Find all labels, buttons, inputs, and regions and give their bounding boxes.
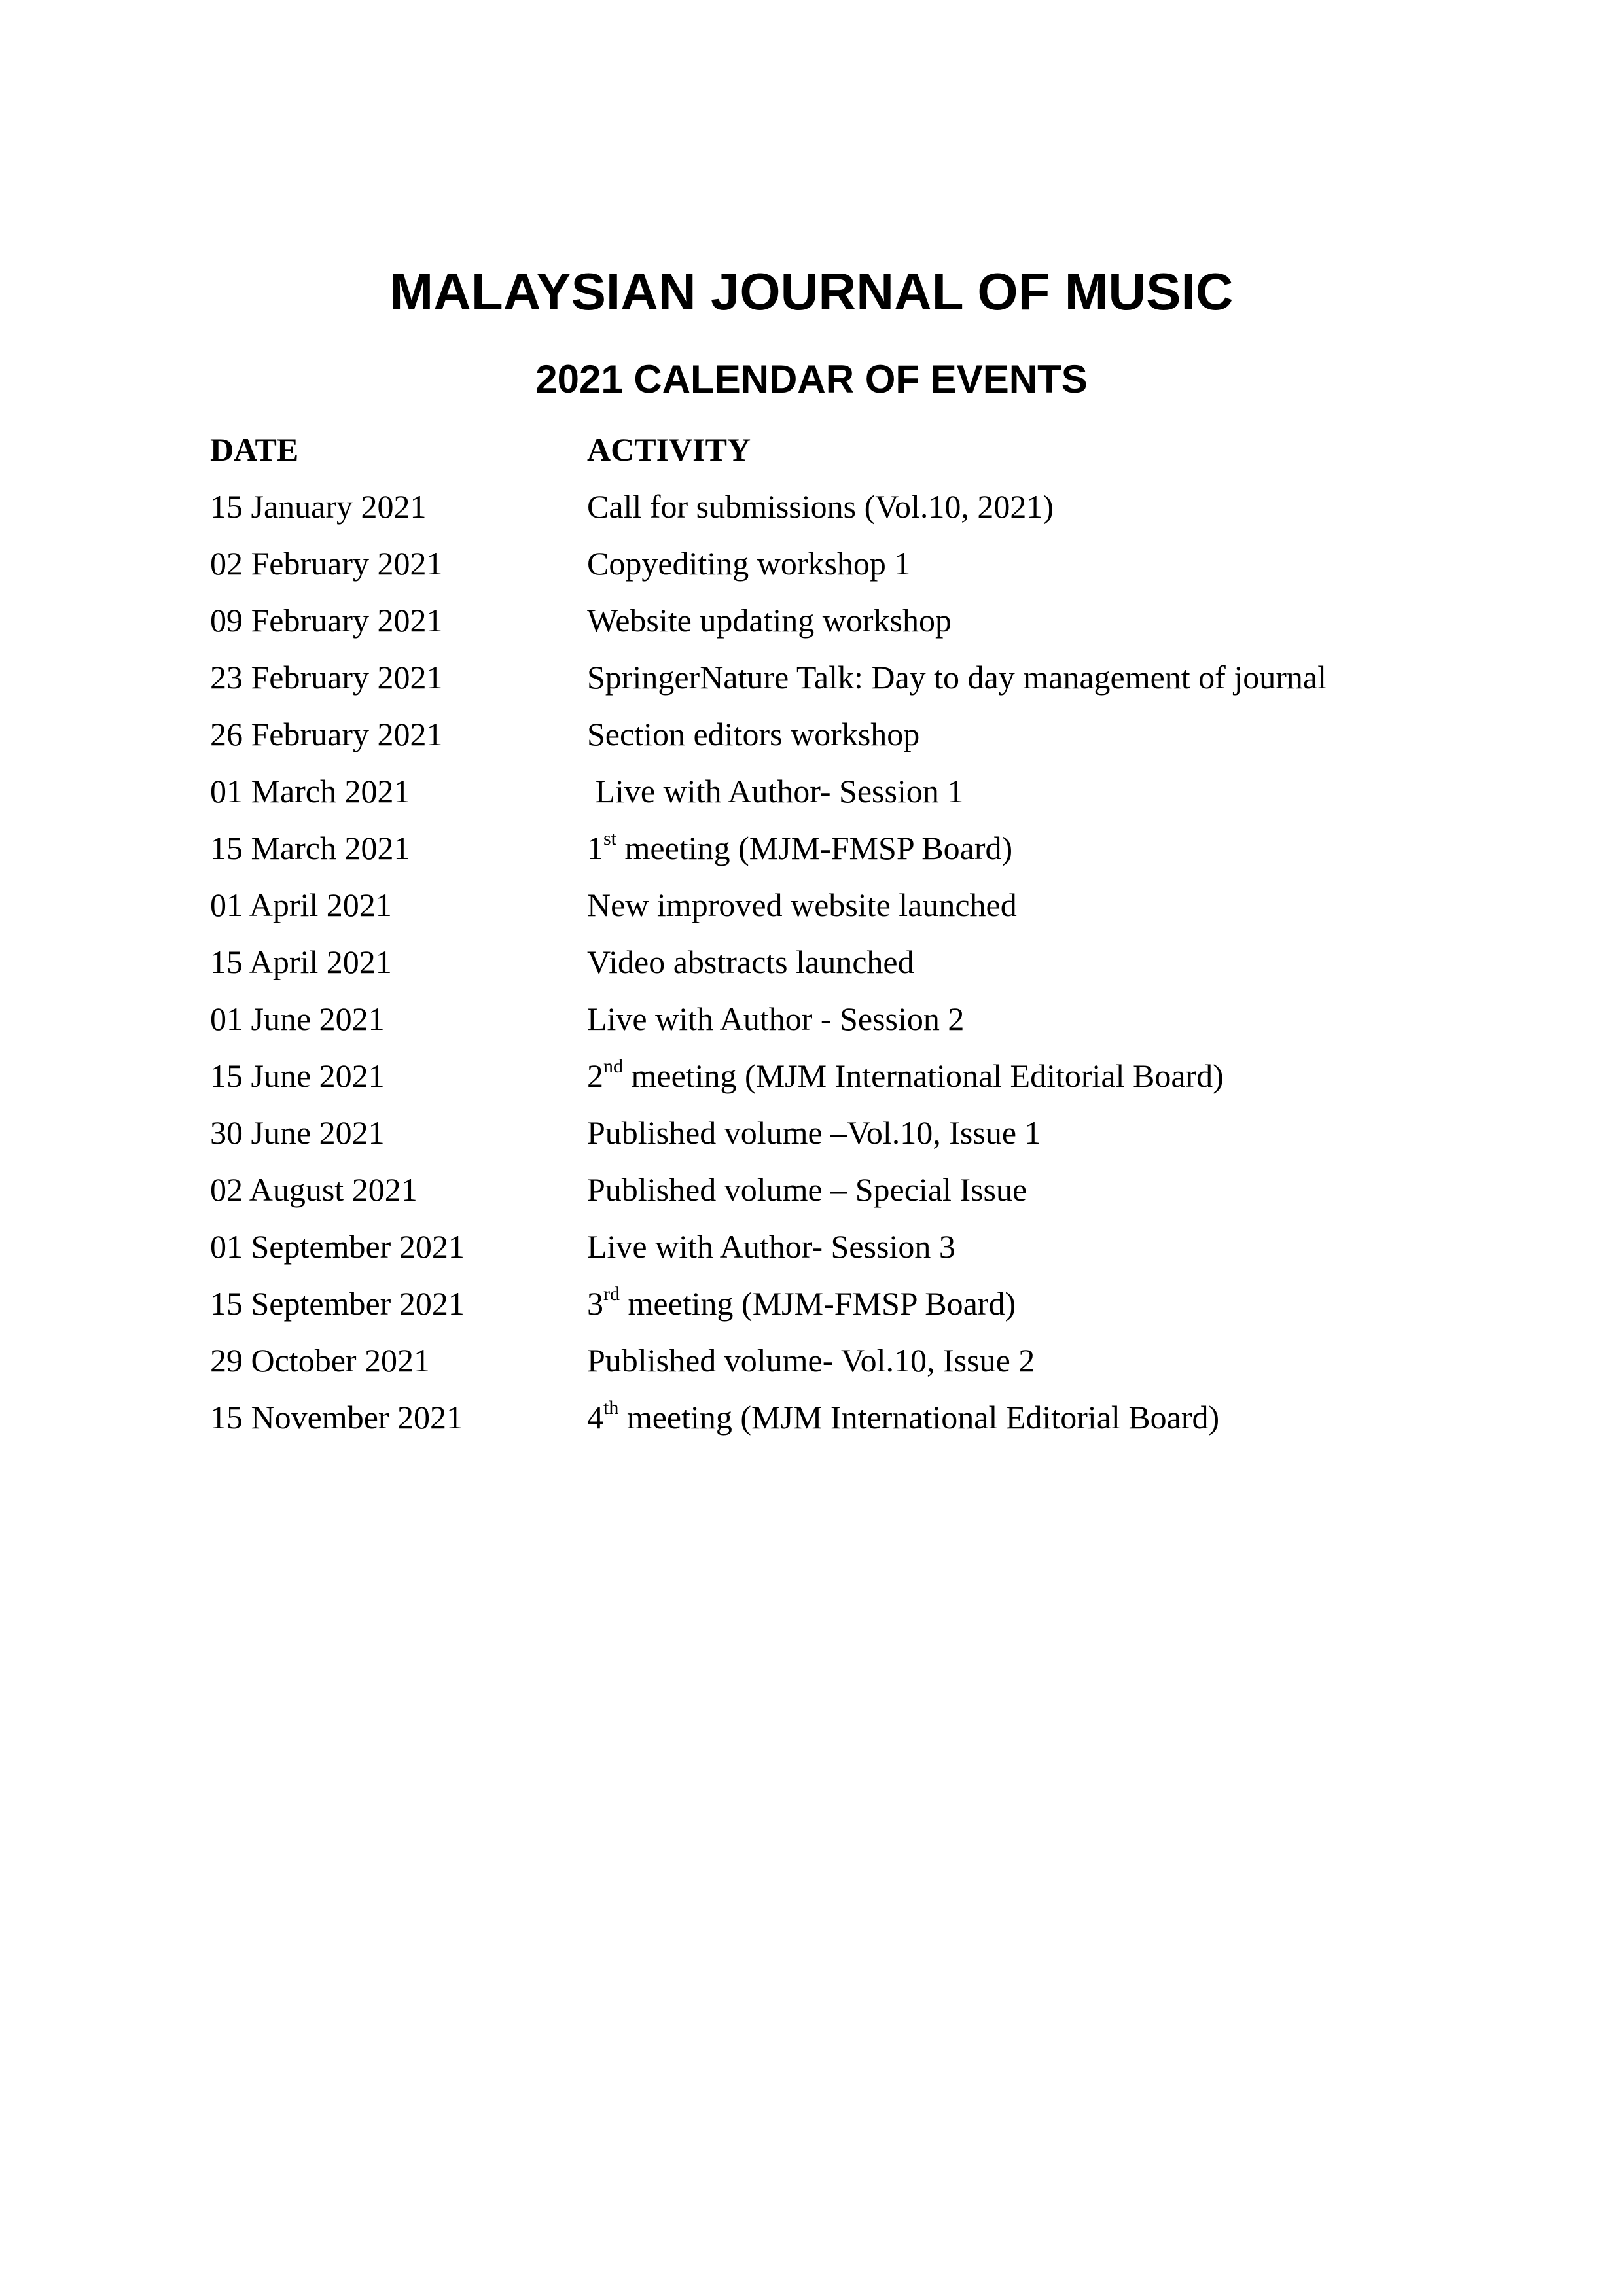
table-row xyxy=(210,592,1427,649)
table-row xyxy=(210,1048,1427,1104)
date-cell: 15 March 2021 xyxy=(210,830,410,866)
table-row xyxy=(210,934,1427,991)
date-cell: 26 February 2021 xyxy=(210,716,443,752)
date-cell: 23 February 2021 xyxy=(210,659,443,696)
activity-cell: Live with Author - Session 2 xyxy=(587,1000,965,1037)
events-table xyxy=(210,421,1427,1446)
date-cell: 15 November 2021 xyxy=(210,1399,463,1436)
ordinal-number: 3 xyxy=(587,1285,603,1322)
activity-cell xyxy=(587,1389,1427,1446)
activity-text: meeting (MJM-FMSP Board) xyxy=(616,830,1013,866)
ordinal-suffix: th xyxy=(603,1397,619,1419)
date-cell: 15 September 2021 xyxy=(210,1285,465,1322)
table-row xyxy=(210,820,1427,877)
date-cell: 01 April 2021 xyxy=(210,887,392,923)
ordinal-number: 2 xyxy=(587,1057,603,1094)
activity-cell: New improved website launched xyxy=(587,887,1017,923)
table-row xyxy=(210,763,1427,820)
table-row xyxy=(210,991,1427,1048)
activity-cell xyxy=(587,820,1427,877)
table-row xyxy=(210,706,1427,763)
page-subtitle: 2021 CALENDAR OF EVENTS xyxy=(535,357,1088,401)
activity-cell: SpringerNature Talk: Day to day management of journal xyxy=(587,659,1327,696)
activity-cell: Published volume- Vol.10, Issue 2 xyxy=(587,1342,1035,1379)
table-row xyxy=(210,535,1427,592)
table-row xyxy=(210,478,1427,535)
activity-column-header: ACTIVITY xyxy=(587,431,751,468)
date-cell: 02 August 2021 xyxy=(210,1171,418,1208)
activity-cell: Website updating workshop xyxy=(587,602,952,639)
table-row xyxy=(210,1218,1427,1275)
ordinal-suffix: st xyxy=(603,828,617,849)
date-cell: 15 April 2021 xyxy=(210,944,392,980)
date-cell: 01 March 2021 xyxy=(210,773,410,809)
page-title: MALAYSIAN JOURNAL OF MUSIC xyxy=(389,262,1234,321)
table-header-row xyxy=(210,421,1427,478)
activity-cell: Section editors workshop xyxy=(587,716,920,752)
date-column-header: DATE xyxy=(210,431,299,468)
date-cell: 15 June 2021 xyxy=(210,1057,385,1094)
ordinal-number: 1 xyxy=(587,830,603,866)
date-cell: 01 September 2021 xyxy=(210,1228,465,1265)
date-cell: 09 February 2021 xyxy=(210,602,443,639)
table-row xyxy=(210,1275,1427,1332)
ordinal-suffix: nd xyxy=(603,1055,623,1077)
activity-cell xyxy=(587,1048,1427,1104)
date-cell: 02 February 2021 xyxy=(210,545,443,582)
date-cell: 29 October 2021 xyxy=(210,1342,431,1379)
table-row xyxy=(210,877,1427,934)
activity-cell: Video abstracts launched xyxy=(587,944,914,980)
activity-cell: Published volume – Special Issue xyxy=(587,1171,1027,1208)
date-cell: 15 January 2021 xyxy=(210,488,427,525)
table-row xyxy=(210,1332,1427,1389)
activity-text: meeting (MJM International Editorial Board) xyxy=(623,1057,1224,1094)
date-cell: 30 June 2021 xyxy=(210,1114,385,1151)
activity-cell: Live with Author- Session 1 xyxy=(587,773,964,809)
activity-cell: Call for submissions (Vol.10, 2021) xyxy=(587,488,1054,525)
activity-cell xyxy=(587,1275,1427,1332)
table-row xyxy=(210,649,1427,706)
ordinal-number: 4 xyxy=(587,1399,603,1436)
date-cell: 01 June 2021 xyxy=(210,1000,385,1037)
activity-text: meeting (MJM-FMSP Board) xyxy=(620,1285,1016,1322)
activity-text: meeting (MJM International Editorial Board) xyxy=(618,1399,1220,1436)
table-row xyxy=(210,1104,1427,1161)
activity-cell: Live with Author- Session 3 xyxy=(587,1228,955,1265)
activity-cell: Copyediting workshop 1 xyxy=(587,545,911,582)
ordinal-suffix: rd xyxy=(603,1283,620,1305)
activity-cell: Published volume –Vol.10, Issue 1 xyxy=(587,1114,1041,1151)
table-row xyxy=(210,1389,1427,1446)
table-row xyxy=(210,1161,1427,1218)
